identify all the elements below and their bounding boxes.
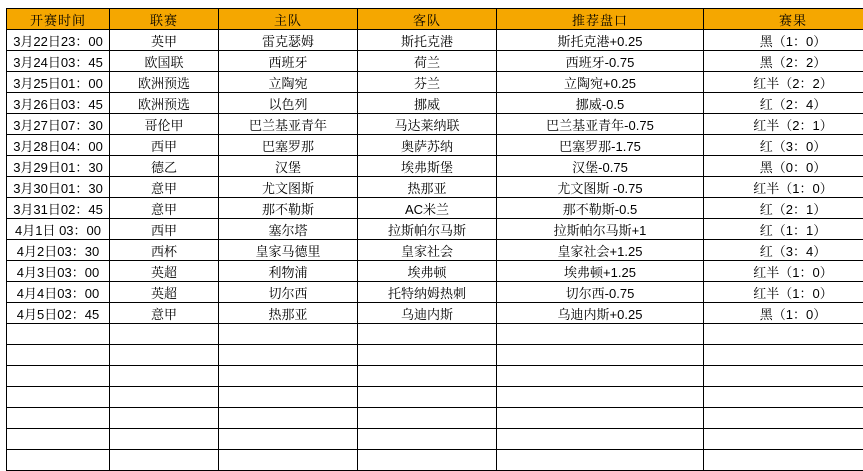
table-row[interactable] — [7, 198, 863, 219]
table-row-empty[interactable] — [7, 366, 863, 387]
cell-empty[interactable] — [7, 408, 110, 429]
table-row-empty[interactable] — [7, 324, 863, 345]
column-header-away: 客队 — [358, 9, 497, 30]
cell-empty[interactable] — [219, 450, 358, 471]
cell-result[interactable]: 黑（2：2） — [704, 51, 863, 72]
column-header-result: 赛果 — [704, 9, 863, 30]
cell-empty[interactable] — [704, 345, 863, 366]
cell-pick[interactable]: 切尔西-0.75 — [497, 282, 704, 303]
cell-result[interactable]: 红半（1：0） — [704, 282, 863, 303]
cell-empty[interactable] — [110, 429, 219, 450]
cell-away[interactable]: 乌迪内斯 — [358, 303, 497, 324]
cell-league[interactable]: 西甲 — [110, 219, 219, 240]
cell-home[interactable]: 利物浦 — [219, 261, 358, 282]
cell-result[interactable]: 红半（2：2） — [704, 72, 863, 93]
cell-time[interactable]: 4月1日 03：00 — [7, 219, 110, 240]
table-row-empty[interactable] — [7, 429, 863, 450]
cell-empty[interactable] — [497, 408, 704, 429]
cell-empty[interactable] — [110, 408, 219, 429]
cell-empty[interactable] — [358, 324, 497, 345]
table-row[interactable] — [7, 240, 863, 261]
cell-result[interactable]: 红（3：4） — [704, 240, 863, 261]
cell-league[interactable]: 西杯 — [110, 240, 219, 261]
column-header-time: 开赛时间 — [7, 9, 110, 30]
cell-time[interactable]: 4月4日03：00 — [7, 282, 110, 303]
cell-away[interactable]: 埃弗斯堡 — [358, 156, 497, 177]
cell-empty[interactable] — [7, 450, 110, 471]
cell-pick[interactable]: 那不勒斯-0.5 — [497, 198, 704, 219]
cell-home[interactable]: 雷克瑟姆 — [219, 30, 358, 51]
spreadsheet-area — [6, 8, 852, 471]
cell-empty[interactable] — [358, 387, 497, 408]
table-row[interactable] — [7, 177, 863, 198]
cell-league[interactable]: 英超 — [110, 261, 219, 282]
cell-empty[interactable] — [110, 387, 219, 408]
cell-away[interactable]: 皇家社会 — [358, 240, 497, 261]
cell-home[interactable]: 尤文图斯 — [219, 177, 358, 198]
cell-home[interactable]: 热那亚 — [219, 303, 358, 324]
column-header-league: 联赛 — [110, 9, 219, 30]
cell-league[interactable]: 哥伦甲 — [110, 114, 219, 135]
cell-time[interactable]: 3月29日01：30 — [7, 156, 110, 177]
cell-empty[interactable] — [219, 429, 358, 450]
table-row[interactable] — [7, 51, 863, 72]
cell-empty[interactable] — [219, 324, 358, 345]
cell-away[interactable]: 荷兰 — [358, 51, 497, 72]
cell-result[interactable]: 黑（1：0） — [704, 30, 863, 51]
table-row[interactable] — [7, 93, 863, 114]
cell-time[interactable]: 3月27日07：30 — [7, 114, 110, 135]
cell-empty[interactable] — [219, 366, 358, 387]
cell-home[interactable]: 西班牙 — [219, 51, 358, 72]
table-row-empty[interactable] — [7, 408, 863, 429]
cell-pick[interactable]: 西班牙-0.75 — [497, 51, 704, 72]
cell-empty[interactable] — [219, 408, 358, 429]
cell-empty[interactable] — [110, 324, 219, 345]
table-row[interactable] — [7, 72, 863, 93]
cell-result[interactable]: 红半（1：0） — [704, 177, 863, 198]
cell-pick[interactable]: 乌迪内斯+0.25 — [497, 303, 704, 324]
cell-pick[interactable]: 埃弗顿+1.25 — [497, 261, 704, 282]
cell-away[interactable]: AC米兰 — [358, 198, 497, 219]
cell-empty[interactable] — [110, 345, 219, 366]
cell-home[interactable]: 塞尔塔 — [219, 219, 358, 240]
cell-time[interactable]: 3月26日03：45 — [7, 93, 110, 114]
cell-empty[interactable] — [704, 450, 863, 471]
cell-home[interactable]: 切尔西 — [219, 282, 358, 303]
cell-time[interactable]: 3月30日01：30 — [7, 177, 110, 198]
cell-time[interactable]: 3月25日01：00 — [7, 72, 110, 93]
cell-league[interactable]: 欧洲预选 — [110, 72, 219, 93]
table-row-empty[interactable] — [7, 387, 863, 408]
cell-empty[interactable] — [497, 345, 704, 366]
cell-time[interactable]: 3月24日03：45 — [7, 51, 110, 72]
cell-home[interactable]: 巴兰基亚青年 — [219, 114, 358, 135]
cell-home[interactable]: 汉堡 — [219, 156, 358, 177]
cell-away[interactable]: 埃弗顿 — [358, 261, 497, 282]
cell-empty[interactable] — [7, 387, 110, 408]
cell-league[interactable]: 德乙 — [110, 156, 219, 177]
cell-away[interactable]: 挪威 — [358, 93, 497, 114]
cell-result[interactable]: 黑（1：0） — [704, 303, 863, 324]
cell-result[interactable]: 红（1：1） — [704, 219, 863, 240]
cell-empty[interactable] — [358, 366, 497, 387]
cell-league[interactable]: 英甲 — [110, 30, 219, 51]
table-row[interactable] — [7, 30, 863, 51]
cell-league[interactable]: 欧洲预选 — [110, 93, 219, 114]
column-header-pick: 推荐盘口 — [497, 9, 704, 30]
cell-away[interactable]: 马达莱纳联 — [358, 114, 497, 135]
cell-away[interactable]: 奥萨苏纳 — [358, 135, 497, 156]
table-row[interactable] — [7, 219, 863, 240]
cell-pick[interactable]: 尤文图斯 -0.75 — [497, 177, 704, 198]
cell-empty[interactable] — [358, 345, 497, 366]
cell-league[interactable]: 意甲 — [110, 177, 219, 198]
cell-result[interactable]: 黑（0：0） — [704, 156, 863, 177]
cell-league[interactable]: 西甲 — [110, 135, 219, 156]
cell-empty[interactable] — [358, 408, 497, 429]
cell-time[interactable]: 4月5日02：45 — [7, 303, 110, 324]
cell-time[interactable]: 4月2日03：30 — [7, 240, 110, 261]
cell-empty[interactable] — [704, 408, 863, 429]
cell-home[interactable]: 立陶宛 — [219, 72, 358, 93]
cell-pick[interactable]: 皇家社会+1.25 — [497, 240, 704, 261]
cell-time[interactable]: 4月3日03：00 — [7, 261, 110, 282]
cell-empty[interactable] — [7, 324, 110, 345]
cell-pick[interactable]: 斯托克港+0.25 — [497, 30, 704, 51]
cell-result[interactable]: 红（2：1） — [704, 198, 863, 219]
header-row — [7, 9, 863, 30]
column-header-home: 主队 — [219, 9, 358, 30]
cell-result[interactable]: 红（2：4） — [704, 93, 863, 114]
cell-league[interactable]: 欧国联 — [110, 51, 219, 72]
cell-home[interactable]: 皇家马德里 — [219, 240, 358, 261]
cell-time[interactable]: 3月22日23：00 — [7, 30, 110, 51]
cell-time[interactable]: 3月31日02：45 — [7, 198, 110, 219]
cell-empty[interactable] — [497, 387, 704, 408]
cell-pick[interactable]: 立陶宛+0.25 — [497, 72, 704, 93]
cell-away[interactable]: 热那亚 — [358, 177, 497, 198]
cell-empty[interactable] — [7, 429, 110, 450]
cell-empty[interactable] — [497, 324, 704, 345]
table-row[interactable] — [7, 135, 863, 156]
cell-empty[interactable] — [497, 429, 704, 450]
table-body — [7, 30, 863, 471]
cell-empty[interactable] — [110, 450, 219, 471]
cell-empty[interactable] — [704, 366, 863, 387]
cell-time[interactable]: 3月28日04：00 — [7, 135, 110, 156]
cell-result[interactable]: 红半（2：1） — [704, 114, 863, 135]
table-header — [7, 9, 863, 30]
cell-away[interactable]: 斯托克港 — [358, 30, 497, 51]
cell-home[interactable]: 那不勒斯 — [219, 198, 358, 219]
cell-pick[interactable]: 巴兰基亚青年-0.75 — [497, 114, 704, 135]
cell-away[interactable]: 托特纳姆热刺 — [358, 282, 497, 303]
match-table — [6, 8, 863, 471]
cell-pick[interactable]: 汉堡-0.75 — [497, 156, 704, 177]
table-row-empty[interactable] — [7, 345, 863, 366]
cell-away[interactable]: 拉斯帕尔马斯 — [358, 219, 497, 240]
cell-empty[interactable] — [7, 345, 110, 366]
cell-home[interactable]: 巴塞罗那 — [219, 135, 358, 156]
cell-empty[interactable] — [497, 366, 704, 387]
table-row-empty[interactable] — [7, 450, 863, 471]
cell-league[interactable]: 意甲 — [110, 198, 219, 219]
cell-result[interactable]: 红半（1：0） — [704, 261, 863, 282]
cell-home[interactable]: 以色列 — [219, 93, 358, 114]
table-row[interactable] — [7, 261, 863, 282]
cell-away[interactable]: 芬兰 — [358, 72, 497, 93]
table-row[interactable] — [7, 114, 863, 135]
table-row[interactable] — [7, 156, 863, 177]
cell-empty[interactable] — [358, 429, 497, 450]
cell-empty[interactable] — [7, 366, 110, 387]
table-row[interactable] — [7, 303, 863, 324]
cell-empty[interactable] — [497, 450, 704, 471]
cell-empty[interactable] — [704, 324, 863, 345]
cell-pick[interactable]: 巴塞罗那-1.75 — [497, 135, 704, 156]
cell-league[interactable]: 意甲 — [110, 303, 219, 324]
cell-pick[interactable]: 挪威-0.5 — [497, 93, 704, 114]
table-row[interactable] — [7, 282, 863, 303]
cell-empty[interactable] — [358, 450, 497, 471]
cell-league[interactable]: 英超 — [110, 282, 219, 303]
cell-empty[interactable] — [219, 345, 358, 366]
cell-result[interactable]: 红（3：0） — [704, 135, 863, 156]
cell-empty[interactable] — [704, 387, 863, 408]
cell-empty[interactable] — [219, 387, 358, 408]
cell-empty[interactable] — [704, 429, 863, 450]
cell-empty[interactable] — [110, 366, 219, 387]
cell-pick[interactable]: 拉斯帕尔马斯+1 — [497, 219, 704, 240]
